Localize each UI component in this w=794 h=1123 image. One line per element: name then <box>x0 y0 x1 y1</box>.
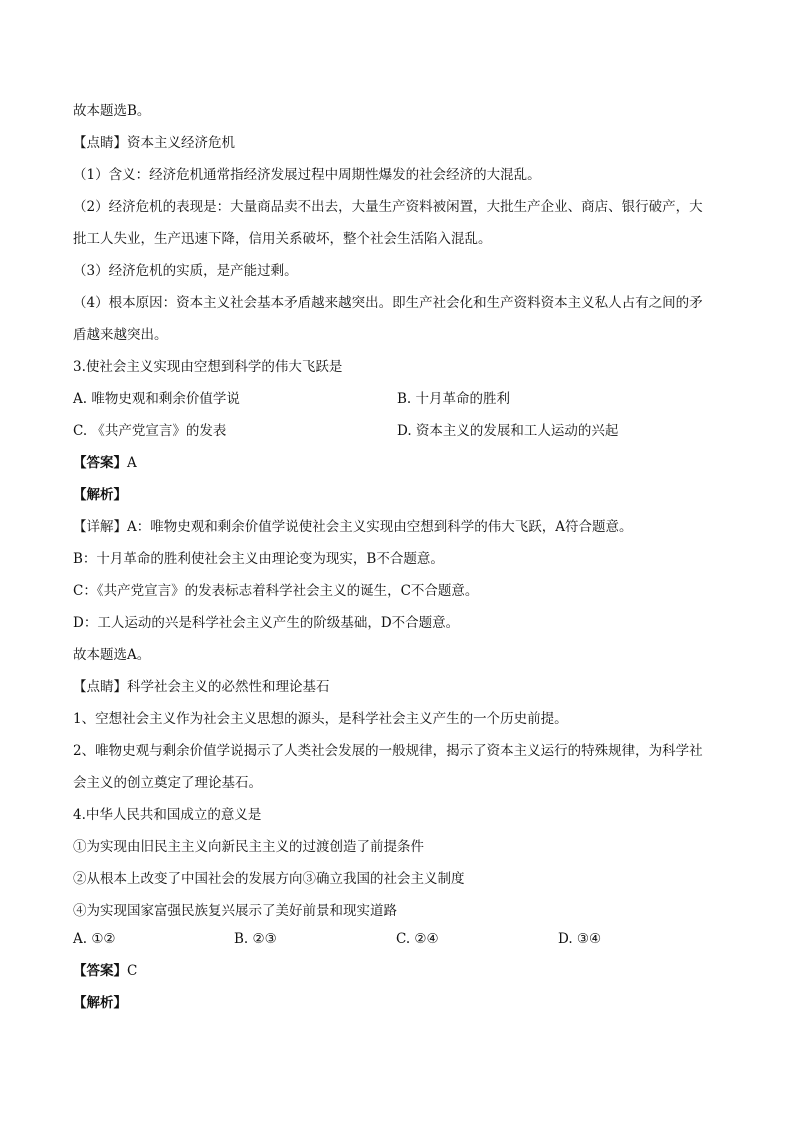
q3-detail-c: C：《共产党宣言》的发表标志着科学社会主义的诞生，C不合题意。 <box>73 583 479 599</box>
q3-detail-a: 【详解】A：唯物史观和剩余价值学说使社会主义实现由空想到科学的伟大飞跃，A符合题意。 <box>73 519 633 535</box>
q4-statement-4: ④为实现国家富强民族复兴展示了美好前景和现实道路 <box>73 903 397 919</box>
q3-answer <box>73 453 733 473</box>
q4-analysis-label: 【解析】 <box>73 995 127 1011</box>
q2-tip-point-3: （3）经济危机的实质，是产能过剩。 <box>73 263 298 279</box>
q3-tip-point-1: 1、空想社会主义作为社会主义思想的源头，是科学社会主义产生的一个历史前提。 <box>73 711 568 727</box>
q3-option-d: D. 资本主义的发展和工人运动的兴起 <box>397 423 619 439</box>
q4-option-d: D. ③④ <box>558 931 602 947</box>
q3-question: 3.使社会主义实现由空想到科学的伟大飞跃是 <box>73 359 343 375</box>
q3-conclusion: 故本题选A。 <box>73 647 151 663</box>
q3-tip-point-2b: 会主义的创立奠定了理论基石。 <box>73 775 262 791</box>
q3-tip-point-2a: 2、唯物史观与剩余价值学说揭示了人类社会发展的一般规律，揭示了资本主义运行的特殊规律，为科学社 <box>73 743 703 759</box>
q4-question: 4.中华人民共和国成立的意义是 <box>73 807 262 823</box>
q3-detail-d: D：工人运动的兴是科学社会主义产生的阶级基础，D不合题意。 <box>73 615 460 631</box>
q2-tip-title: 【点睛】资本主义经济危机 <box>73 135 235 151</box>
q2-tip-point-2a: （2）经济危机的表现是：大量商品卖不出去，大量生产资料被闲置，大批生产企业、商店、银行破产，大 <box>73 199 703 215</box>
q4-option-b: B. ②③ <box>234 931 277 947</box>
q2-conclusion: 故本题选B。 <box>73 103 151 119</box>
q2-tip-point-1: （1）含义：经济危机通常指经济发展过程中周期性爆发的社会经济的大混乱。 <box>73 167 541 183</box>
q3-detail-b: B：十月革命的胜利使社会主义由理论变为现实，B不合题意。 <box>73 551 444 567</box>
q3-answer-value: A <box>127 455 137 471</box>
q3-answer-label: 【答案】 <box>73 455 127 471</box>
q4-option-c: C. ②④ <box>396 931 439 947</box>
q2-tip-point-2b: 批工人失业，生产迅速下降，信用关系破坏，整个社会生活陷入混乱。 <box>73 231 492 247</box>
q3-analysis-label: 【解析】 <box>73 487 127 503</box>
q4-option-a: A. ①② <box>73 931 116 947</box>
q2-tip-point-4a: （4）根本原因：资本主义社会基本矛盾越来越突出。即生产社会化和生产资料资本主义私人占有之间的矛 <box>73 295 703 311</box>
q4-statement-2-3: ②从根本上改变了中国社会的发展方向③确立我国的社会主义制度 <box>73 871 465 887</box>
q4-answer <box>73 961 733 981</box>
q3-tip-title: 【点睛】科学社会主义的必然性和理论基石 <box>73 679 330 695</box>
q4-answer-label: 【答案】 <box>73 963 127 979</box>
q4-answer-value: C <box>127 963 138 979</box>
q3-option-b: B. 十月革命的胜利 <box>397 391 511 407</box>
q3-option-c: C. 《共产党宣言》的发表 <box>73 423 227 439</box>
q3-option-a: A. 唯物史观和剩余价值学说 <box>73 391 240 407</box>
q4-statement-1: ①为实现由旧民主主义向新民主主义的过渡创造了前提条件 <box>73 839 424 855</box>
q2-tip-point-4b: 盾越来越突出。 <box>73 327 168 343</box>
